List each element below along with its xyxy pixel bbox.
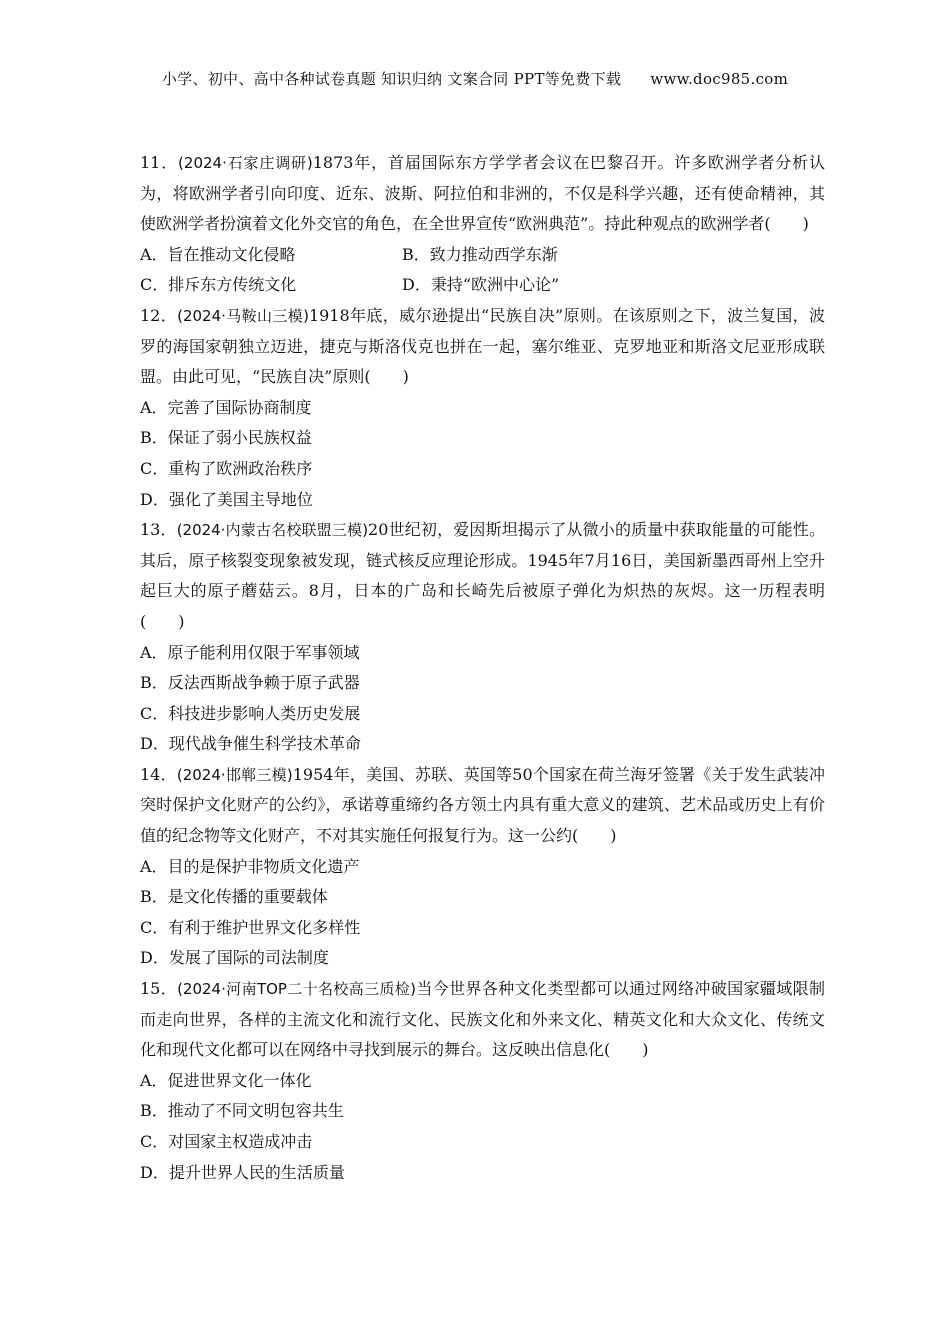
page-header xyxy=(0,68,950,89)
option-b: B．是文化传播的重要载体 xyxy=(140,887,328,907)
option-row xyxy=(140,270,825,301)
question-13 xyxy=(140,515,825,760)
option-d: D．现代战争催生科学技术革命 xyxy=(140,734,361,754)
question-text: 1918年底，威尔逊提出“民族自决”原则。在该原则之下，波兰复国，波罗的海国家朝独立迈进，捷克与斯洛伐克也拼在一起，塞尔维亚、克罗地亚和斯洛文尼亚形成联盟。由此可见，“民族自决”原则( ) xyxy=(140,305,825,387)
question-source: (2024·内蒙古名校联盟三模) xyxy=(176,521,369,540)
question-text: 20世纪初，爱因斯坦揭示了从微小的质量中获取能量的可能性。其后，原子核裂变现象被发现，链式核反应理论形成。1945年7月16日，美国新墨西哥州上空升起巨大的原子蘑菇云。8月，日本的广岛和长崎先后被原子弹化为炽热的灰烬。这一历程表明( ) xyxy=(140,520,825,631)
option-a: A．完善了国际协商制度 xyxy=(140,397,312,417)
option-a: A．原子能利用仅限于军事领域 xyxy=(140,642,360,662)
question-source: (2024·河南TOP二十名校高三质检) xyxy=(177,980,417,999)
option-a: A．目的是保护非物质文化遗产 xyxy=(140,856,360,876)
option-c: C．重构了欧洲政治秩序 xyxy=(140,458,313,478)
question-12 xyxy=(140,301,825,515)
question-stem xyxy=(140,301,825,393)
question-source: (2024·邯郸三模) xyxy=(176,765,293,784)
question-14 xyxy=(140,760,825,974)
option-d: D．提升世界人民的生活质量 xyxy=(140,1162,345,1182)
question-text: 1954年，美国、苏联、英国等50个国家在荷兰海牙签署《关于发生武装冲突时保护文化财产的公约》，承诺尊重缔约各方领土内具有重大意义的建筑、艺术品或历史上有价值的纪念物等文化财产，不对其实施任何报复行为。这一公约( ) xyxy=(140,764,825,846)
option-a: A．旨在推动文化侵略 xyxy=(140,244,296,264)
question-number: 11． xyxy=(140,153,179,172)
question-number: 13． xyxy=(140,520,177,540)
option-d: D．秉持“欧洲中心论” xyxy=(402,275,560,295)
option-b: B．保证了弱小民族权益 xyxy=(140,428,312,448)
header-text: 小学、初中、高中各种试卷真题 知识归纳 文案合同 PPT等免费下载 xyxy=(161,70,622,88)
question-number: 15． xyxy=(140,979,178,999)
question-stem xyxy=(140,515,825,637)
option-c: C．对国家主权造成冲击 xyxy=(140,1132,313,1151)
option-c: C．有利于维护世界文化多样性 xyxy=(140,917,361,937)
option-d: D．强化了美国主导地位 xyxy=(140,489,313,509)
question-text: 当今世界各种文化类型都可以通过网络冲破国家疆域限制而走向世界，各样的主流文化和流行文化、民族文化和外来文化、精英文化和大众文化、传统文化和现代文化都可以在网络中寻找到展示的舞台。这反映出信息化( ) xyxy=(140,979,825,1060)
question-stem xyxy=(140,760,825,852)
option-a: A．促进世界文化一体化 xyxy=(140,1070,312,1090)
question-source: (2024·石家庄调研) xyxy=(178,154,313,172)
option-d: D．发展了国际的司法制度 xyxy=(140,948,329,968)
question-source: (2024·马鞍山三模) xyxy=(177,306,309,325)
question-15 xyxy=(140,974,825,1188)
question-11 xyxy=(140,148,825,301)
option-c: C．科技进步影响人类历史发展 xyxy=(140,703,361,723)
header-url: www.doc985.com xyxy=(650,70,789,88)
question-number: 14． xyxy=(140,764,177,784)
option-b: B．推动了不同文明包容共生 xyxy=(140,1101,344,1121)
question-text: 1873年，首届国际东方学学者会议在巴黎召开。许多欧洲学者分析认为，将欧洲学者引向印度、近东、波斯、阿拉伯和非洲的，不仅是科学兴趣，还有使命精神，其使欧洲学者扮演着文化外交官的角色，在全世界宣传“欧洲典范”。持此种观点的欧洲学者( ) xyxy=(140,153,825,234)
option-row xyxy=(140,240,825,271)
option-c: C．排斥东方传统文化 xyxy=(140,275,297,295)
question-stem xyxy=(140,148,825,240)
question-number: 12． xyxy=(140,305,178,325)
question-stem xyxy=(140,974,825,1066)
question-list xyxy=(140,148,825,1188)
option-b: B．致力推动西学东渐 xyxy=(402,244,558,264)
option-b: B．反法西斯战争赖于原子武器 xyxy=(140,673,360,693)
